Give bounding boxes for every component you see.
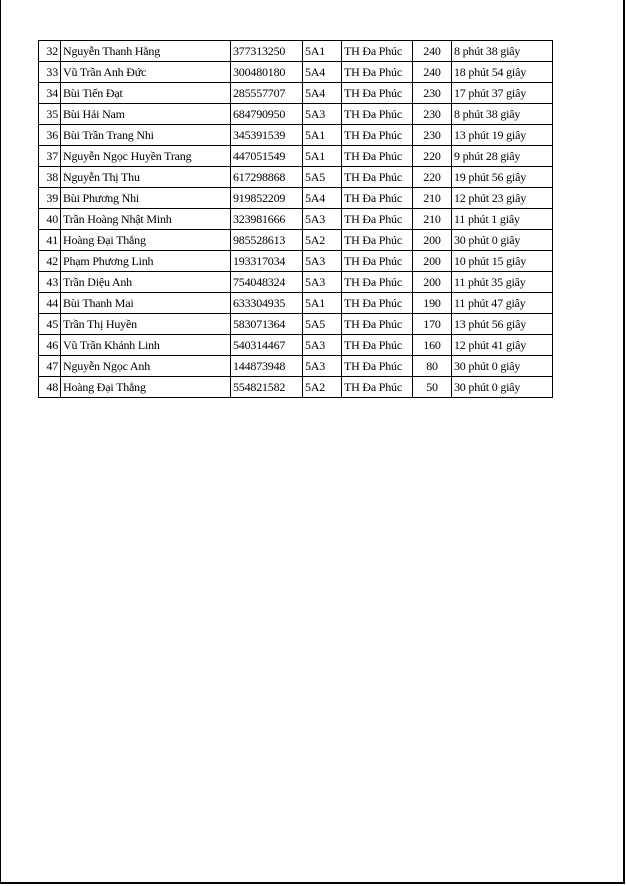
rank-cell: 34 (39, 83, 61, 104)
rank-cell: 39 (39, 188, 61, 209)
student-name-cell: Nguyễn Ngọc Huyền Trang (61, 146, 231, 167)
class-cell: 5A4 (303, 62, 342, 83)
student-id-cell: 377313250 (231, 41, 303, 62)
time-cell: 12 phút 41 giây (452, 335, 553, 356)
score-cell: 240 (413, 41, 452, 62)
student-name-cell: Bùi Trần Trang Nhi (61, 125, 231, 146)
rank-cell: 36 (39, 125, 61, 146)
class-cell: 5A5 (303, 167, 342, 188)
student-name-cell: Hoàng Đại Thắng (61, 377, 231, 398)
table-row (39, 125, 553, 146)
student-name-cell: Trần Hoàng Nhật Minh (61, 209, 231, 230)
school-cell: TH Đa Phúc (342, 62, 413, 83)
class-cell: 5A4 (303, 83, 342, 104)
time-cell: 9 phút 28 giây (452, 146, 553, 167)
rank-cell: 42 (39, 251, 61, 272)
table-row (39, 335, 553, 356)
class-cell: 5A5 (303, 314, 342, 335)
class-cell: 5A2 (303, 377, 342, 398)
school-cell: TH Đa Phúc (342, 41, 413, 62)
class-cell: 5A1 (303, 125, 342, 146)
score-cell: 200 (413, 230, 452, 251)
time-cell: 11 phút 1 giây (452, 209, 553, 230)
student-name-cell: Vũ Trần Anh Đức (61, 62, 231, 83)
student-id-cell: 633304935 (231, 293, 303, 314)
class-cell: 5A1 (303, 146, 342, 167)
time-cell: 19 phút 56 giây (452, 167, 553, 188)
school-cell: TH Đa Phúc (342, 230, 413, 251)
score-cell: 220 (413, 167, 452, 188)
table-row (39, 230, 553, 251)
class-cell: 5A3 (303, 335, 342, 356)
score-cell: 200 (413, 251, 452, 272)
table-row (39, 293, 553, 314)
score-cell: 220 (413, 146, 452, 167)
student-id-cell: 300480180 (231, 62, 303, 83)
student-id-cell: 193317034 (231, 251, 303, 272)
student-name-cell: Trần Diệu Anh (61, 272, 231, 293)
time-cell: 8 phút 38 giây (452, 41, 553, 62)
student-name-cell: Nguyễn Thị Thu (61, 167, 231, 188)
class-cell: 5A3 (303, 272, 342, 293)
time-cell: 13 phút 56 giây (452, 314, 553, 335)
time-cell: 8 phút 38 giây (452, 104, 553, 125)
school-cell: TH Đa Phúc (342, 293, 413, 314)
time-cell: 18 phút 54 giây (452, 62, 553, 83)
student-id-cell: 345391539 (231, 125, 303, 146)
school-cell: TH Đa Phúc (342, 314, 413, 335)
score-cell: 200 (413, 272, 452, 293)
rank-cell: 46 (39, 335, 61, 356)
rank-cell: 41 (39, 230, 61, 251)
time-cell: 13 phút 19 giây (452, 125, 553, 146)
student-id-cell: 617298868 (231, 167, 303, 188)
student-name-cell: Bùi Hải Nam (61, 104, 231, 125)
time-cell: 10 phút 15 giây (452, 251, 553, 272)
score-cell: 170 (413, 314, 452, 335)
table-row (39, 209, 553, 230)
class-cell: 5A4 (303, 188, 342, 209)
time-cell: 30 phút 0 giây (452, 230, 553, 251)
student-name-cell: Nguyễn Ngọc Anh (61, 356, 231, 377)
table-row (39, 104, 553, 125)
student-name-cell: Bùi Phương Nhi (61, 188, 231, 209)
rank-cell: 32 (39, 41, 61, 62)
school-cell: TH Đa Phúc (342, 104, 413, 125)
rank-cell: 47 (39, 356, 61, 377)
score-cell: 160 (413, 335, 452, 356)
score-cell: 230 (413, 83, 452, 104)
school-cell: TH Đa Phúc (342, 335, 413, 356)
student-name-cell: Bùi Thanh Mai (61, 293, 231, 314)
student-name-cell: Phạm Phương Linh (61, 251, 231, 272)
student-id-cell: 554821582 (231, 377, 303, 398)
school-cell: TH Đa Phúc (342, 188, 413, 209)
student-id-cell: 684790950 (231, 104, 303, 125)
class-cell: 5A3 (303, 209, 342, 230)
student-id-cell: 540314467 (231, 335, 303, 356)
table-row (39, 83, 553, 104)
score-cell: 230 (413, 125, 452, 146)
school-cell: TH Đa Phúc (342, 251, 413, 272)
student-name-cell: Bùi Tiến Đạt (61, 83, 231, 104)
time-cell: 11 phút 35 giây (452, 272, 553, 293)
table-row (39, 41, 553, 62)
rank-cell: 37 (39, 146, 61, 167)
time-cell: 17 phút 37 giây (452, 83, 553, 104)
school-cell: TH Đa Phúc (342, 83, 413, 104)
class-cell: 5A2 (303, 230, 342, 251)
class-cell: 5A1 (303, 41, 342, 62)
student-id-cell: 985528613 (231, 230, 303, 251)
score-cell: 230 (413, 104, 452, 125)
class-cell: 5A3 (303, 251, 342, 272)
table-row (39, 251, 553, 272)
score-cell: 240 (413, 62, 452, 83)
school-cell: TH Đa Phúc (342, 356, 413, 377)
time-cell: 30 phút 0 giây (452, 356, 553, 377)
class-cell: 5A3 (303, 104, 342, 125)
student-id-cell: 754048324 (231, 272, 303, 293)
rank-cell: 40 (39, 209, 61, 230)
table-row (39, 146, 553, 167)
school-cell: TH Đa Phúc (342, 125, 413, 146)
rank-cell: 48 (39, 377, 61, 398)
table-row (39, 314, 553, 335)
student-id-cell: 144873948 (231, 356, 303, 377)
score-cell: 190 (413, 293, 452, 314)
results-table-body (39, 41, 553, 398)
time-cell: 30 phút 0 giây (452, 377, 553, 398)
score-cell: 210 (413, 209, 452, 230)
class-cell: 5A1 (303, 293, 342, 314)
table-row (39, 272, 553, 293)
school-cell: TH Đa Phúc (342, 209, 413, 230)
class-cell: 5A3 (303, 356, 342, 377)
student-id-cell: 447051549 (231, 146, 303, 167)
score-cell: 210 (413, 188, 452, 209)
rank-cell: 38 (39, 167, 61, 188)
time-cell: 11 phút 47 giây (452, 293, 553, 314)
table-row (39, 377, 553, 398)
table-row (39, 62, 553, 83)
score-cell: 50 (413, 377, 452, 398)
student-id-cell: 323981666 (231, 209, 303, 230)
score-cell: 80 (413, 356, 452, 377)
student-name-cell: Nguyễn Thanh Hằng (61, 41, 231, 62)
results-table (38, 40, 553, 398)
school-cell: TH Đa Phúc (342, 377, 413, 398)
student-name-cell: Vũ Trần Khánh Linh (61, 335, 231, 356)
table-row (39, 188, 553, 209)
student-id-cell: 583071364 (231, 314, 303, 335)
rank-cell: 33 (39, 62, 61, 83)
school-cell: TH Đa Phúc (342, 146, 413, 167)
student-name-cell: Hoàng Đại Thắng (61, 230, 231, 251)
rank-cell: 44 (39, 293, 61, 314)
rank-cell: 45 (39, 314, 61, 335)
time-cell: 12 phút 23 giây (452, 188, 553, 209)
student-id-cell: 919852209 (231, 188, 303, 209)
student-name-cell: Trần Thị Huyền (61, 314, 231, 335)
student-id-cell: 285557707 (231, 83, 303, 104)
table-row (39, 167, 553, 188)
school-cell: TH Đa Phúc (342, 167, 413, 188)
rank-cell: 43 (39, 272, 61, 293)
school-cell: TH Đa Phúc (342, 272, 413, 293)
table-row (39, 356, 553, 377)
rank-cell: 35 (39, 104, 61, 125)
